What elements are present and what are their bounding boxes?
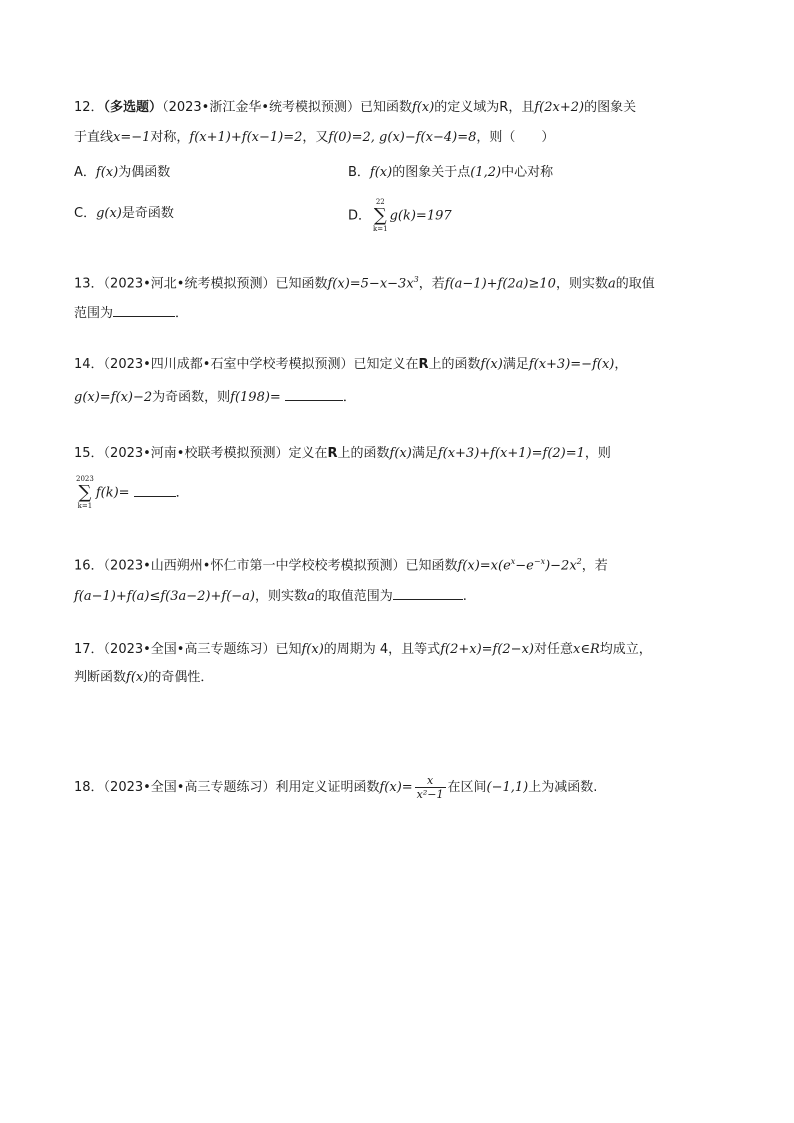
math-exponent: 2 [576, 557, 582, 566]
option-label: A． [74, 165, 96, 180]
math-expr: f(x) [480, 357, 503, 372]
sum-lower: k=1 [373, 225, 388, 233]
fraction [415, 774, 446, 801]
math-expr: f(x) [301, 642, 324, 657]
problem-source: （2023•山西朔州•怀仁市第一中学校校考模拟预测） [103, 558, 406, 574]
math-expr: g(k)=197 [389, 208, 452, 224]
option-text: 是奇函数 [121, 206, 174, 221]
fraction-denominator: x²−1 [416, 788, 444, 801]
problem-text: 上的函数 [337, 446, 390, 461]
problem-text: ， [614, 357, 628, 372]
sigma-symbol: ∑ [78, 482, 92, 503]
multi-choice-tag: （多选题） [103, 100, 163, 115]
problem-14-line-1 [74, 355, 627, 375]
problem-text: . [462, 589, 467, 604]
problem-text: 利用定义证明函数 [275, 780, 380, 795]
problem-text: 的取值范围为 [314, 589, 393, 604]
problem-source: （2023•浙江金华•统考模拟预测） [162, 100, 360, 115]
math-expr: f(x) [95, 165, 119, 180]
problem-text: 已知定义在 [353, 357, 419, 372]
problem-text: 已知函数 [405, 558, 458, 574]
problem-text: ． [342, 390, 356, 405]
math-expr: f(x)=5−x−3x [327, 276, 414, 292]
problem-text: 已知函数 [275, 276, 328, 292]
problem-text: ，则 [584, 446, 611, 461]
option-text: 为偶函数 [118, 165, 171, 180]
problem-16-line-1 [74, 552, 608, 576]
problem-16-line-2 [74, 586, 467, 607]
problem-source: （2023•全国•高三专题练习） [103, 780, 276, 795]
problem-18-line-1 [74, 774, 597, 801]
problem-text: ，若 [418, 276, 445, 292]
problem-text: 的奇偶性． [148, 670, 214, 685]
math-expr: −e [515, 558, 534, 574]
option-label: D． [348, 208, 372, 224]
math-expr: f(x) [369, 165, 393, 180]
problem-source: （2023•河北•统考模拟预测） [103, 276, 276, 292]
math-expr: f(x) [412, 100, 435, 115]
summation [76, 475, 94, 511]
math-expr: f(x) [389, 446, 412, 461]
option-label: B． [348, 165, 370, 180]
problem-text: 的定义域为R，且 [434, 100, 535, 115]
math-var: a [307, 589, 315, 604]
problem-text: 均成立， [599, 642, 652, 657]
problem-text: 上的函数 [428, 357, 481, 372]
problem-text: ，若 [581, 558, 608, 574]
option-c [74, 204, 174, 224]
problem-text: 上为减函数. [528, 780, 598, 795]
problem-text: 对称， [150, 130, 190, 145]
problem-source: （2023•四川成都•石室中学校考模拟预测） [103, 357, 354, 372]
math-expr: f(2x+2) [534, 100, 585, 115]
summation [373, 198, 388, 234]
math-expr: x=−1 [113, 130, 151, 145]
math-expr: f(x+3)=−f(x) [528, 357, 615, 372]
math-exponent: −x [533, 557, 546, 566]
math-expr: f(x+3)+f(x+1)=f(2)=1 [437, 446, 585, 461]
problem-text: 于直线 [74, 130, 114, 145]
option-text: 的图象关于点 [392, 165, 471, 180]
problem-text: ，则实数 [255, 589, 308, 604]
problem-text: 定义在 [288, 446, 328, 461]
option-text: 中心对称 [501, 165, 554, 180]
problem-17-line-2 [74, 668, 213, 688]
math-expr: )−2x [545, 558, 577, 574]
option-d [348, 198, 452, 234]
problem-number: 12． [74, 100, 104, 115]
math-expr: f(2+x)=f(2−x) [440, 642, 534, 657]
problem-text: 的周期为 4，且等式 [323, 642, 441, 657]
problem-number: 18． [74, 780, 104, 795]
math-expr: f(x+1)+f(x−1)=2 [189, 130, 303, 145]
problem-text: 范围为 [74, 306, 114, 321]
math-expr: f(a−1)+f(a)≤f(3a−2)+f(−a) [74, 589, 255, 604]
problem-text: 在区间 [447, 780, 487, 795]
problem-13-line-1 [74, 270, 655, 294]
problem-text: 满足 [502, 357, 529, 372]
problem-text: ． [175, 306, 189, 321]
problem-14-line-2 [74, 387, 356, 408]
problem-text: ，则（ ） [476, 130, 555, 145]
problem-number: 16． [74, 558, 104, 574]
math-expr: (−1,1) [486, 780, 529, 795]
problem-text: 满足 [411, 446, 438, 461]
math-expr: f(x)= [379, 780, 413, 795]
real-set-symbol: R [327, 446, 338, 461]
problem-source: （2023•全国•高三专题练习） [103, 642, 276, 657]
problem-source: （2023•河南•校联考模拟预测） [103, 446, 289, 461]
problem-text: 已知 [275, 642, 302, 657]
math-expr: f(k)= [95, 485, 130, 501]
problem-13-line-2 [74, 303, 188, 324]
sum-upper: 2023 [76, 475, 94, 483]
option-label: C． [74, 206, 97, 221]
problem-text: 的图象关 [584, 100, 637, 115]
problem-text: 的取值 [615, 276, 655, 292]
math-expr: f(x)=x(e [457, 558, 511, 574]
math-expr: x∈R [573, 642, 600, 657]
math-expr: f(a−1)+f(2a)≥10 [444, 276, 556, 292]
sigma-symbol: ∑ [373, 205, 387, 226]
math-expr: f(0)=2, g(x)−f(x−4)=8 [328, 130, 477, 145]
math-exponent: 3 [413, 275, 419, 284]
problem-12-line-2 [74, 128, 554, 148]
problem-17-line-1 [74, 640, 652, 660]
math-expr: g(x) [96, 206, 122, 221]
option-b [348, 163, 553, 183]
answer-blank[interactable] [393, 586, 463, 600]
sum-lower: k=1 [77, 502, 93, 510]
real-set-symbol: R [418, 357, 429, 372]
problem-15-line-1 [74, 444, 611, 464]
problem-number: 14． [74, 357, 104, 372]
problem-15-line-2 [74, 475, 189, 511]
option-a [74, 163, 170, 183]
problem-number: 15． [74, 446, 104, 461]
problem-text: ，则实数 [555, 276, 608, 292]
problem-number: 17． [74, 642, 104, 657]
problem-number: 13． [74, 276, 104, 292]
math-expr: (1,2) [470, 165, 502, 180]
answer-blank[interactable] [285, 387, 343, 401]
math-var: a [607, 276, 616, 292]
problem-text: ． [175, 485, 189, 501]
problem-text: 已知函数 [359, 100, 412, 115]
answer-blank[interactable] [113, 303, 175, 317]
problem-text: 判断函数 [74, 670, 127, 685]
math-expr: f(198)= [230, 390, 281, 405]
problem-text: 对任意 [533, 642, 573, 657]
sum-upper: 22 [375, 198, 385, 206]
fraction-numerator: x [426, 774, 434, 787]
math-exponent: x [510, 557, 516, 566]
math-expr: f(x) [126, 670, 149, 685]
problem-text: 为奇函数，则 [152, 390, 231, 405]
math-expr: g(x)=f(x)−2 [74, 390, 153, 405]
problem-text: ，又 [302, 130, 329, 145]
problem-12-line-1 [74, 98, 636, 118]
answer-blank[interactable] [134, 483, 176, 497]
